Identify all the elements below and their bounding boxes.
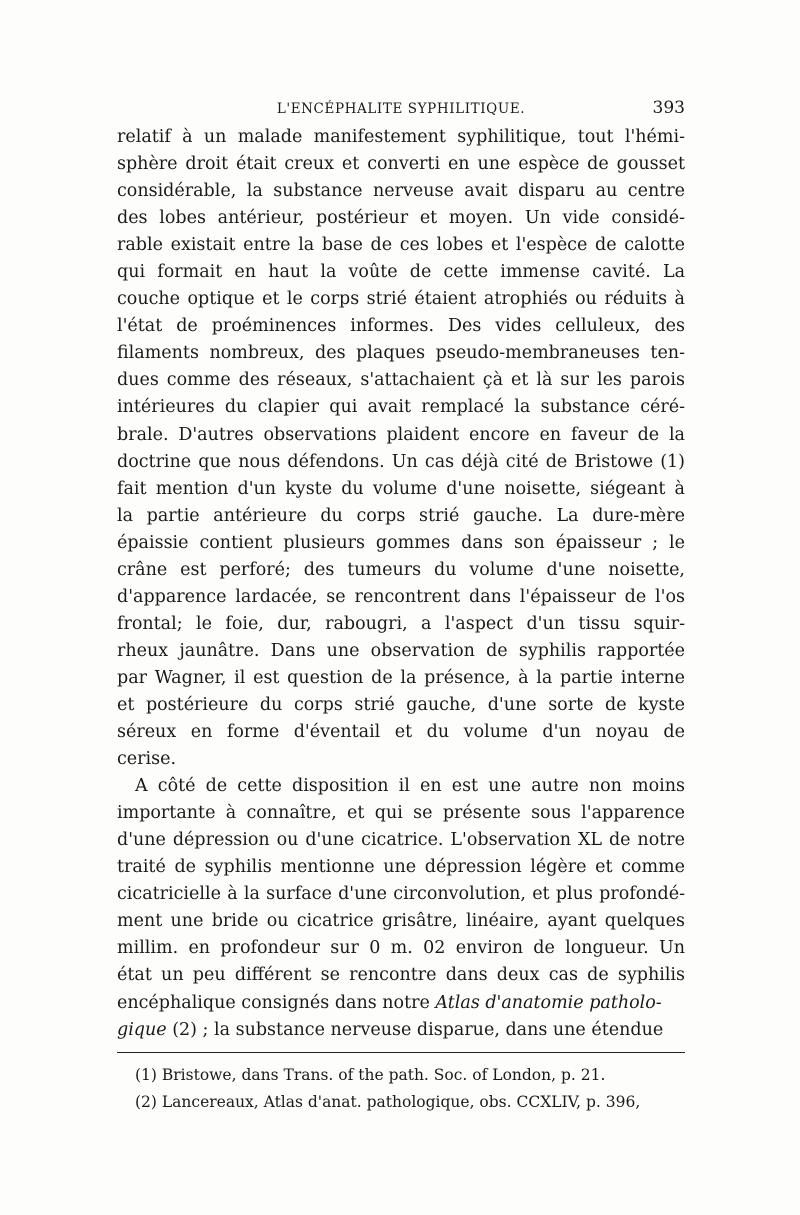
text-line: cicatricielle à la surface d'une circonvolution, et plus profondé- bbox=[117, 884, 685, 905]
text-line: d'apparence lardacée, se rencontrent dans l'épaisseur de l'os bbox=[117, 586, 685, 607]
footnotes bbox=[135, 1062, 685, 1116]
text-line: état un peu différent se rencontre dans deux cas de syphilis bbox=[117, 965, 685, 986]
text-line: par Wagner, il est question de la présence, à la partie interne bbox=[117, 667, 685, 688]
text-line: crâne est perforé; des tumeurs du volume d'une noisette, bbox=[117, 559, 685, 580]
text-line-start: encéphalique consignés dans notre bbox=[117, 992, 436, 1013]
text-line: intérieures du clapier qui avait remplacé la substance céré- bbox=[117, 397, 685, 418]
text-line: dues comme des réseaux, s'attachaient çà et là sur les parois bbox=[117, 370, 685, 391]
text-line: filaments nombreux, des plaques pseudo-membraneuses ten- bbox=[117, 343, 685, 364]
footnote-rule bbox=[117, 1052, 685, 1053]
atlas-title-end: gique bbox=[117, 1019, 167, 1040]
footnote-1: (1) Bristowe, dans Trans. of the path. Soc. of London, p. 21. bbox=[135, 1066, 606, 1084]
text-line: la partie antérieure du corps strié gauche. La dure-mère bbox=[117, 505, 685, 526]
text-line: traité de syphilis mentionne une dépression légère et comme bbox=[117, 857, 685, 878]
text-line: sphère droit était creux et converti en une espèce de gousset bbox=[117, 154, 685, 175]
text-line: qui formait en haut la voûte de cette immense cavité. La bbox=[117, 262, 685, 283]
text-line: rheux jaunâtre. Dans une observation de syphilis rapportée bbox=[117, 640, 685, 661]
paragraph-start-line: A côté de cette disposition il en est une autre non moins bbox=[135, 776, 685, 797]
text-line-final bbox=[117, 1017, 685, 1044]
text-line: cerise. bbox=[117, 749, 177, 770]
text-line: relatif à un malade manifestement syphilitique, tout l'hémi- bbox=[117, 127, 685, 147]
text-line: séreux en forme d'éventail et du volume d'un noyau de bbox=[117, 722, 685, 743]
text-line: couche optique et le corps strié étaient atrophiés ou réduits à bbox=[117, 289, 685, 310]
page-number: 393 bbox=[652, 98, 685, 118]
atlas-title: Atlas d'anatomie patholo- bbox=[435, 992, 662, 1013]
text-line: d'une dépression ou d'une cicatrice. L'observation XL de notre bbox=[117, 830, 685, 851]
text-line: importante à connaître, et qui se présente sous l'apparence bbox=[117, 803, 685, 824]
body-text bbox=[117, 124, 685, 1044]
text-line: doctrine que nous défendons. Un cas déjà cité de Bristowe (1) bbox=[117, 451, 685, 472]
text-line: brale. D'autres observations plaident encore en faveur de la bbox=[117, 424, 685, 445]
running-head bbox=[117, 98, 685, 122]
text-line: millim. en profondeur sur 0 m. 02 environ de longueur. Un bbox=[117, 938, 685, 959]
text-line-with-title bbox=[117, 990, 685, 1017]
text-line: fait mention d'un kyste du volume d'une noisette, siégeant à bbox=[117, 478, 685, 499]
text-line: épaissie contient plusieurs gommes dans son épaisseur ; le bbox=[117, 532, 685, 553]
text-line: rable existait entre la base de ces lobes et l'espèce de calotte bbox=[117, 235, 685, 256]
text-line: considérable, la substance nerveuse avait disparu au centre bbox=[117, 181, 685, 202]
text-line-rest: (2) ; la substance nerveuse disparue, dans une étendue bbox=[166, 1019, 664, 1040]
running-title: L'ENCÉPHALITE SYPHILITIQUE. bbox=[276, 101, 526, 117]
text-line: et postérieure du corps strié gauche, d'une sorte de kyste bbox=[117, 694, 685, 715]
text-line: frontal; le foie, dur, rabougri, a l'aspect d'un tissu squir- bbox=[117, 613, 685, 634]
text-line: des lobes antérieur, postérieur et moyen. Un vide considé- bbox=[117, 208, 685, 229]
footnote-2: (2) Lancereaux, Atlas d'anat. pathologique, obs. CCXLIV, p. 396, bbox=[135, 1093, 641, 1111]
text-line: l'état de proéminences informes. Des vides celluleux, des bbox=[117, 316, 685, 337]
text-line: ment une bride ou cicatrice grisâtre, linéaire, ayant quelques bbox=[117, 911, 685, 932]
